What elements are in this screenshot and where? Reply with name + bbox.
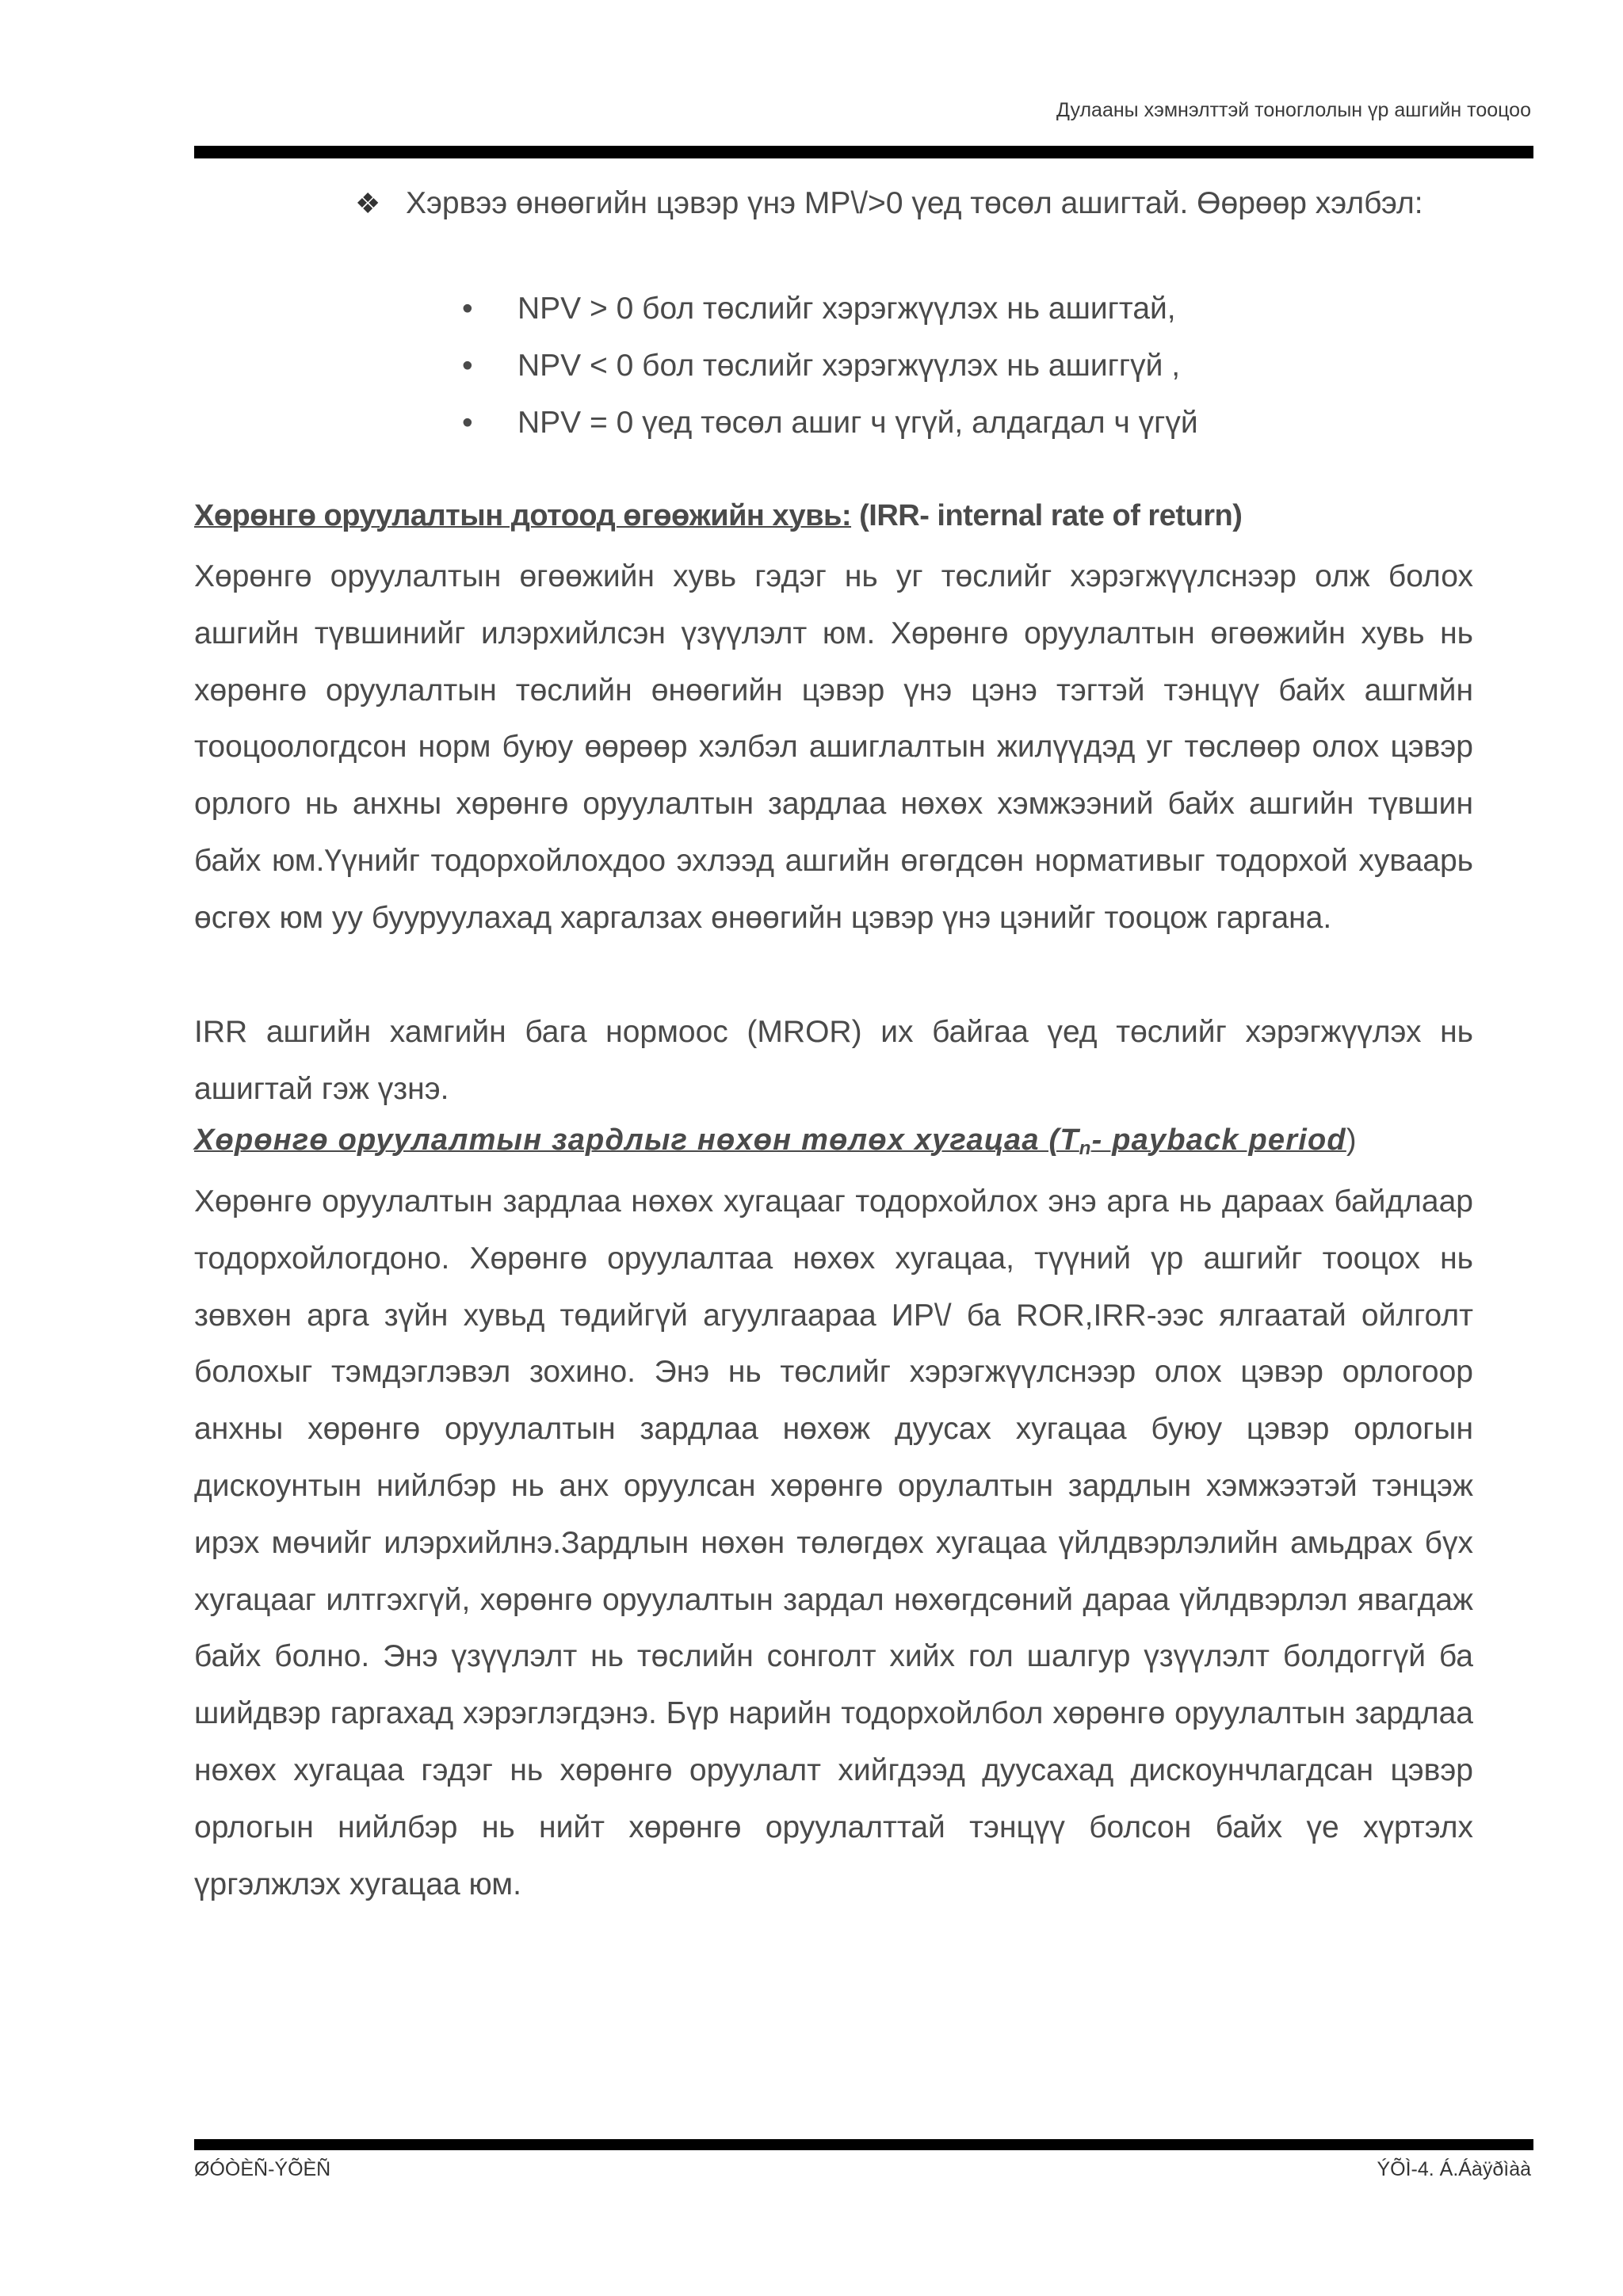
header-rule xyxy=(194,146,1533,158)
bullet-dot-icon: • xyxy=(462,349,473,383)
irr-heading-underlined: Хөрөнгө оруулалтын дотоод өгөөжийн хувь: xyxy=(194,499,852,532)
diamond-bullet-icon: ❖ xyxy=(355,187,381,219)
running-header: Дулааны хэмнэлттэй тоноглолын үр ашгийн тооцоо xyxy=(1056,99,1531,121)
bullet-dot-icon: • xyxy=(462,406,473,440)
npv-rules-list xyxy=(462,280,1476,452)
list-item xyxy=(462,395,1476,452)
payback-heading-underlined: Хөрөнгө оруулалтын зардлыг нөхөн төлөх хугацаа ($T_n-$ payback period xyxy=(194,1123,1346,1159)
irr-paragraph: Хөрөнгө оруулалтын өгөөжийн хувь гэдэг нь уг төслийг хэрэгжүүлснээр олж болох ашгийн түвшинийг илэрхийлсэн үзүүлэлт юм. Хөрөнгө оруулалтын өгөөжийн хувь нь хөрөнгө оруулалтын төслийн өнөөгийн цэвэр үнэ цэнэ тэгтэй тэнцүү байх ашгмйн тооцоологдсон норм буюу өөрөөр хэлбэл ашиглалтын жилүүдэд уг төслөөр олох цэвэр орлого нь анхны хөрөнгө оруулалтын зардлаа нөхөх хэмжээний байх ашгийн түвшин байх юм.Үүнийг тодорхойлохдоо эхлээд ашгийн өгөгдсөн нормативыг тодорхой хуваарь өсгөх юм уу бууруулахад харгалзах өнөөгийн цэвэр үнэ цэнийг тооцож гаргана. xyxy=(194,559,1473,935)
footer-left-text: ØÓÒÈÑ-ÝÕÈÑ xyxy=(194,2158,331,2180)
list-item xyxy=(462,280,1476,338)
list-item-text: NPV > 0 бол төслийг хэрэгжүүлэх нь ашигтай, xyxy=(517,292,1176,326)
payback-heading-close: ) xyxy=(1346,1123,1358,1157)
irr-criterion-paragraph: IRR ашгийн хамгийн бага нормоос (MROR) их байгаа үед төслийг хэрэгжүүлэх нь ашигтай гэж үзнэ. xyxy=(194,1015,1473,1106)
bullet-dot-icon: • xyxy=(462,292,473,326)
payback-section-heading xyxy=(194,1123,1358,1160)
footer-rule xyxy=(194,2139,1533,2150)
irr-section-heading xyxy=(194,499,1242,533)
irr-heading-rest: (IRR- internal rate of return) xyxy=(851,499,1243,532)
subscript-n: n xyxy=(1079,1138,1092,1159)
payback-paragraph: Хөрөнгө оруулалтын зардлаа нөхөх хугацааг тодорхойлох энэ арга нь дараах байдлаар тодорхойлогдоно. Хөрөнгө оруулалтаа нөхөх хугацаа, түүний үр ашгийг тооцох нь зөвхөн арга зүйн хувьд төдийгүй агуулгаараа ИР\/ ба ROR,IRR-ээс ялгаатай ойлголт болохыг тэмдэглэвэл зохино. Энэ нь төслийг хэрэгжүүлснээр олох цэвэр орлогоор анхны хөрөнгө оруулалтын зардлаа нөхөж дуусах хугацаа буюу цэвэр орлогын дискоунтын нийлбэр нь анх оруулсан хөрөнгө орулалтын зардлын хэмжээтэй тэнцэж ирэх мөчийг илэрхийлнэ.Зардлын нөхөн төлөгдөх хугацаа үйлдвэрлэлийн амьдрах бүх хугацааг илтгэхгүй, хөрөнгө оруулалтын зардал нөхөгдсөний дараа үйлдвэрлэл явагдаж байх болно. Энэ үзүүлэлт нь төслийн сонголт хийх гол шалгур үзүүлэлт болдоггүй ба шийдвэр гаргахад хэрэглэгдэнэ. Бүр нарийн тодорхойлбол хөрөнгө оруулалтын зардлаа нөхөх хугацаа гэдэг нь хөрөнгө оруулалт хийгдээд дуусахад дискоунчлагдсан цэвэр орлогын нийлбэр нь нийт хөрөнгө оруулалттай тэнцүү болсон байх үе хүртэлх үргэлжлэх хугацаа юм. xyxy=(194,1184,1473,1901)
bullet-text: Хэрвээ өнөөгийн цэвэр үнэ МР\/>0 үед төсөл ашигтай. Өөрөөр хэлбэл: xyxy=(406,186,1423,220)
footer-right-text: ÝÕÌ-4. Á.Áàÿðìàà xyxy=(1377,2158,1531,2180)
list-item-text: NPV < 0 бол төслийг хэрэгжүүлэх нь ашиггүй , xyxy=(517,349,1181,383)
list-item-text: NPV = 0 үед төсөл ашиг ч үгүй, алдагдал ч үгүй xyxy=(517,406,1198,440)
diamond-bullet-item xyxy=(355,174,1472,233)
list-item xyxy=(462,338,1476,395)
